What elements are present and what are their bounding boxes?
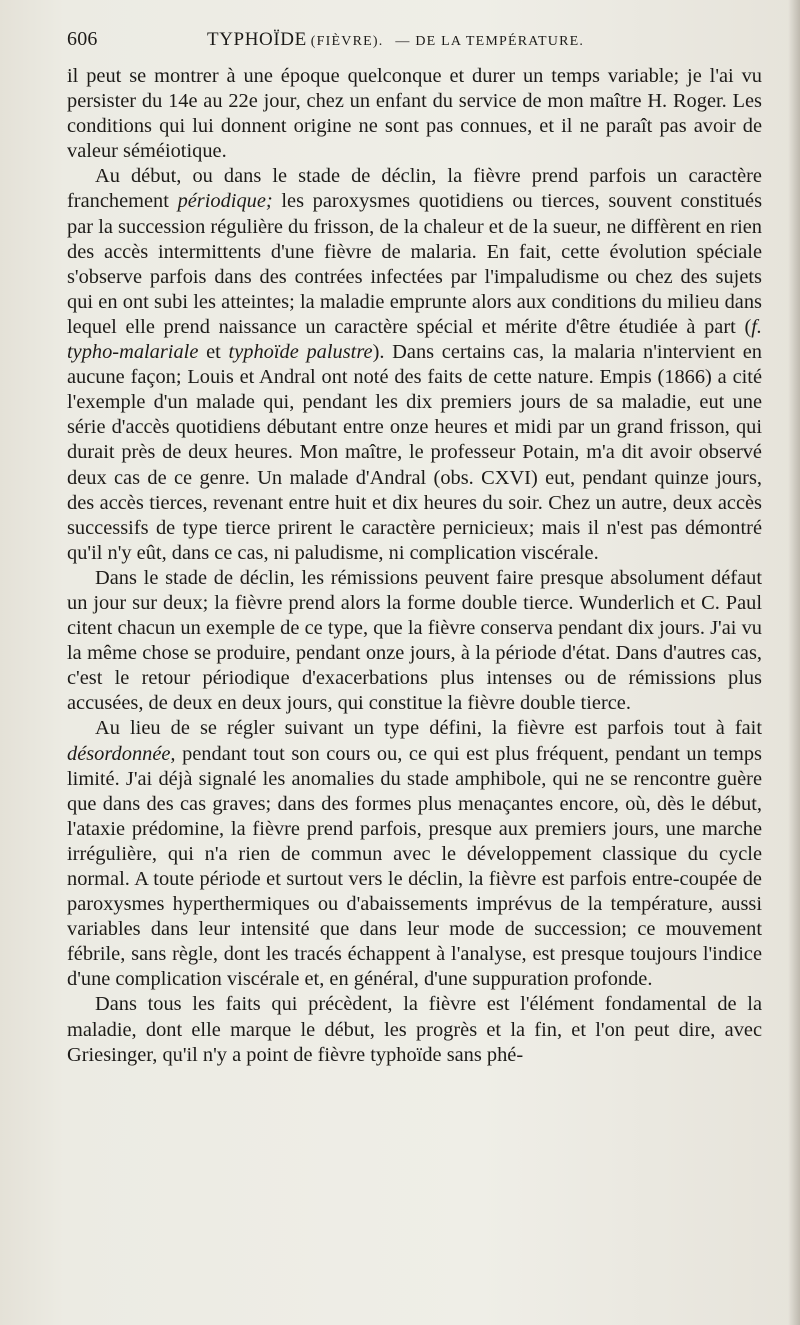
text-run: et: [198, 341, 229, 364]
text-run: les paroxysmes quotidiens ou tierces, souvent constitués par la succession régulière du frisson, de la chaleur et de la sueur, ne diffèrent en rien des accès intermittents d'une fièvre de malaria. En fait, cette évolution spéciale s'observe parfois dans des contrées infectées par l'impaludisme ou chez des sujets qui en ont subi les atteintes; la maladie emprunte alors aux conditions du milieu dans lequel elle prend naissance un caractère spécial et mérite d'être étudiée à part (: [67, 190, 763, 338]
text-run: Au lieu de se régler suivant un type défini, la fièvre est parfois tout à fait: [95, 717, 762, 740]
text-run: pendant tout son cours ou, ce qui est plus fréquent, pendant un temps limité. J'ai déjà signalé les anomalies du stade amphibole, qui ne se rencontre guère que dans des cas graves; dans des formes plus menaçantes encore, où, dès le début, l'ataxie prédomine, la fièvre prend parfois, presque aux premiers jours, une marche irrégulière, qui n'a rien de commun avec le développement classique du cycle normal. A toute période et surtout vers le déclin, la fièvre est parfois entre-coupée de paroxysmes hyperthermiques ou d'abaissements imprévus de la température, aussi variables dans leur intensité que dans leur mode de succession; ce mouvement fébrile, sans règle, dont les tracés échappent à l'analyse, est presque toujours l'indice d'une complication viscérale et, en général, d'une suppuration profonde.: [67, 742, 762, 991]
emphasis-typho-malariale: f. typho-malariale: [67, 315, 762, 364]
text-run: Au début, ou dans le stade de déclin, la fièvre prend parfois un caractère franchement: [67, 165, 762, 213]
emphasis-typhoide-palustre: typhoïde palustre: [228, 341, 373, 364]
paragraph-double-tierce: Dans le stade de déclin, les rémissions peuvent faire presque absolument défaut un jour sur deux; la fièvre prend alors la forme double tierce. Wunderlich et C. Paul citent chacun un exemple de ce type, que la fièvre conserva pendant dix jours. J'ai vu la même chose se produire, pendant onze jours, à la période d'état. Dans d'autres cas, c'est le retour périodique d'exacerbations plus intenses ou de rémissions plus accusées, de deux en deux jours, qui constitue la fièvre double tierce.: [67, 566, 762, 715]
text-run: ). Dans certains cas, la malaria n'intervient en aucune façon; Louis et Andral ont noté des faits de cette nature. Empis (1866) a cité l'exemple d'un malade qui, pendant les dix premiers jours de sa maladie, eut une série d'accès quotidiens débutant entre onze heures et midi par un grand frisson, qui durait près de deux heures. Mon maître, le professeur Potain, m'a dit avoir observé deux cas de ce genre. Un malade d'Andral (obs. CXVI) eut, pendant quinze jours, des accès tierces, revenant entre huit et dix heures du soir. Chez un autre, deux accès successifs de type tierce prirent le caractère pernicieux; mais il n'est pas démontré qu'il n'y eût, dans ce cas, ni paludisme, ni complication viscérale.: [67, 341, 762, 564]
running-title-section: — DE LA TEMPÉRATURE.: [395, 34, 585, 49]
running-title-paren: (FIÈVRE).: [310, 34, 384, 49]
page-number: 606: [67, 28, 98, 50]
paragraph-periodic-fever: [67, 164, 762, 566]
running-head: [67, 28, 762, 64]
running-title: TYPHOÏDE: [207, 29, 307, 50]
emphasis-desordonnee: désordonnée,: [67, 742, 176, 765]
paragraph-desordonnee: [67, 716, 762, 992]
body-text: [67, 64, 762, 1068]
paragraph-conclusion: Dans tous les faits qui précèdent, la fièvre est l'élément fondamental de la maladie, dont elle marque le début, les progrès et la fin, et l'on peut dire, avec Griesinger, qu'il n'y a point de fièvre typhoïde sans phé-: [67, 993, 762, 1066]
paragraph-continuation: il peut se montrer à une époque quelconque et durer un temps variable; je l'ai vu persister du 14e au 22e jour, chez un enfant du service de mon maître H. Roger. Les conditions qui lui donnent origine ne sont pas connues, et il ne paraît pas avoir de valeur séméiotique.: [67, 65, 762, 163]
emphasis-periodique: périodique;: [177, 190, 273, 213]
